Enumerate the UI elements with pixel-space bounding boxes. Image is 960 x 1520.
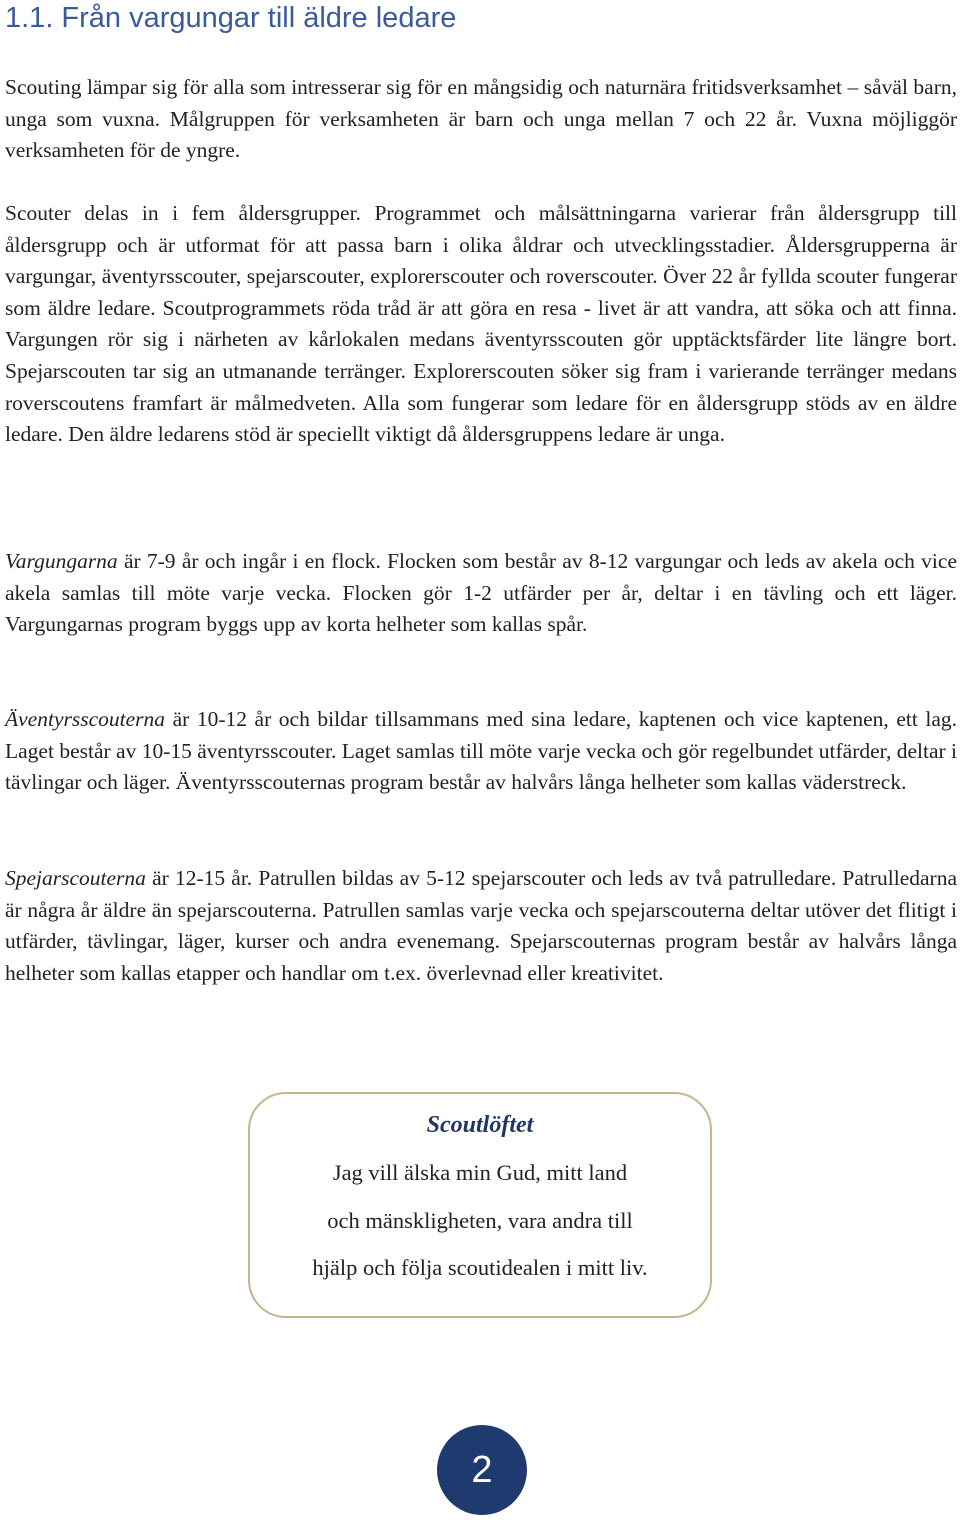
scout-promise-title: Scoutlöftet [426,1112,534,1138]
aventyrsscouter-paragraph [5,704,957,799]
age-groups-paragraph: Scouter delas in i fem åldersgrupper. Programmet och målsättningarna varierar från åldersgrupp till åldersgrupp och är utformat för att passa barn i olika åldrar och utvecklingsstadier. Åldersgrupperna är vargungar, äventyrsscouter, spejarscouter, explorerscouter och roverscouter. Över 22 år fyllda scouter fungerar som äldre ledare. Scoutprogrammets röda tråd är att göra en resa - livet är att vandra, att söka och att finna. Vargungen rör sig i närheten av kårlokalen medans äventyrsscouten gör upptäcktsfärder lite längre bort. Spejarscouten tar sig an utmanande terränger. Explorerscouten söker sig fram i varierande terränger medans roverscoutens framfart är målmedveten. Alla som fungerar som ledare för en åldersgrupp stöds av en äldre ledare. Den äldre ledarens stöd är speciellt viktigt då åldersgruppens ledare är unga. [5,201,957,447]
scout-promise-line-3: hjälp och följa scoutidealen i mitt liv. [312,1255,648,1280]
scout-promise-line-1: Jag vill älska min Gud, mitt land [332,1160,628,1185]
vargungar-paragraph [5,546,957,641]
section-heading: 1.1. Från vargungar till äldre ledare [5,2,457,34]
aventyrsscouter-term: Äventyrsscouterna [5,707,166,731]
scout-promise-line-2: och mänskligheten, vara andra till [327,1208,633,1233]
scout-promise-box [248,1092,712,1318]
page-number-badge: 2 [437,1425,527,1515]
intro-paragraph: Scouting lämpar sig för alla som intresserar sig för en mångsidig och naturnära fritidsverksamhet – såväl barn, unga som vuxna. Målgruppen för verksamheten är barn och unga mellan 7 och 22 år. Vuxna möjliggör verksamheten för de yngre. [5,75,957,163]
spejarscouter-paragraph [5,863,957,989]
spejarscouter-text: är 12-15 år. Patrullen bildas av 5-12 spejarscouter och leds av två patrulledare. Patrulledarna är några år äldre än spejarscouterna. Patrullen samlas varje vecka och spejarscouterna deltar utöver det flitigt i utfärder, tävlingar, läger, kurser och andra evenemang. Spejarscouternas program består av halvårs långa helheter som kallas etapper och handlar om t.ex. överlevnad eller kreativitet. [5,866,957,985]
vargungar-term: Vargungarna [5,549,118,573]
vargungar-text: är 7-9 år och ingår i en flock. Flocken som består av 8-12 vargungar och leds av akela och vice akela samlas till möte varje vecka. Flocken gör 1-2 utfärder per år, deltar i en tävling och ett läger. Vargungarnas program byggs upp av korta helheter som kallas spår. [5,549,957,637]
aventyrsscouter-text: är 10-12 år och bildar tillsammans med sina ledare, kaptenen och vice kaptenen, ett lag. Laget består av 10-15 äventyrsscouter. Laget samlas till möte varje vecka och gör regelbundet utfärder, deltar i tävlingar och läger. Äventyrsscouternas program består av halvårs långa helheter som kallas väderstreck. [5,707,957,795]
spejarscouter-term: Spejarscouterna [5,866,146,890]
